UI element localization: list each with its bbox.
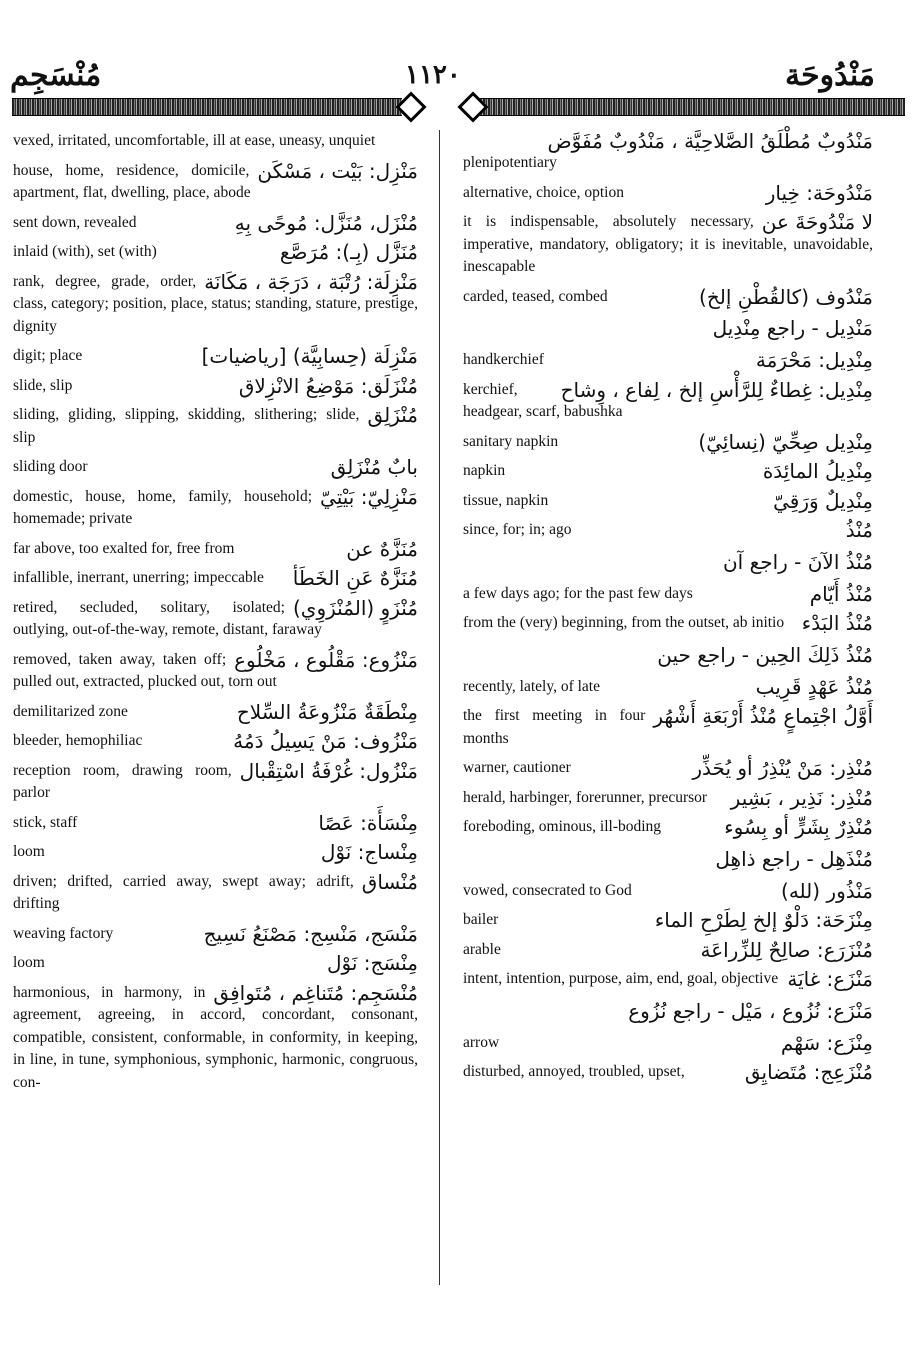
dictionary-entry: [13, 486, 418, 531]
arabic-headword: مُنَزَّهٌ عن: [346, 536, 418, 561]
dictionary-entry: [13, 730, 418, 753]
english-definition: house, home, residence, domicile, apartment, flat, dwelling, place, abode: [13, 161, 251, 201]
arabic-headword: لا مَنْدُوحَةَ عن: [761, 210, 873, 234]
english-definition: plenipotentiary: [463, 154, 557, 171]
arabic-headword: مُنْزَل، مُنَزَّل: مُوحًى بِهِ: [234, 210, 418, 235]
english-definition: sliding, gliding, slipping, skidding, slithering; slide, slip: [13, 406, 360, 446]
english-definition: vexed, irritated, uncomfortable, ill at ease, uneasy, unquiet: [13, 132, 376, 149]
diamond-ornament-right: [457, 91, 488, 122]
arabic-headword: مُنْذُ عَهْدٍ قَرِيب: [755, 674, 873, 699]
dictionary-entry: [13, 649, 418, 694]
arabic-headword: مَنْزَع: غايَة: [787, 967, 873, 991]
dictionary-entry: [463, 211, 873, 279]
dictionary-entry: [13, 404, 418, 449]
dictionary-entry: [463, 612, 873, 635]
left-column: [13, 130, 418, 1101]
english-definition: digit; place: [13, 347, 83, 364]
english-definition: foreboding, ominous, ill-boding: [463, 818, 662, 835]
arabic-headword: مَنْزِلِيّ: بَيْتِيّ: [320, 484, 418, 509]
dictionary-entry: [463, 1032, 873, 1055]
english-definition: demilitarized zone: [13, 702, 128, 720]
english-definition: reception room, drawing room, parlor: [13, 761, 232, 801]
dictionary-entry: [463, 1061, 873, 1084]
page-number: ١١٢٠: [405, 60, 461, 89]
english-definition: loom: [13, 843, 45, 860]
english-definition: intent, intention, purpose, aim, end, goal, objective: [463, 970, 779, 987]
dictionary-entry: [463, 705, 873, 750]
arabic-headword: مَنْزُوع: مَقْلُوع ، مَخْلُوع: [234, 647, 418, 672]
dictionary-entry: [463, 676, 873, 699]
english-definition: arable: [463, 940, 501, 958]
arabic-headword: مُنْزَعِج: مُتَضايِق: [744, 1060, 873, 1084]
english-definition: the first meeting in four months: [463, 707, 646, 747]
dictionary-entry: [463, 431, 873, 454]
dictionary-entry: [463, 939, 873, 962]
arabic-headword: مِنْزَع: سَهْم: [780, 1030, 873, 1055]
english-definition: removed, taken away, taken off; pulled out, extracted, plucked out, torn out: [13, 650, 277, 690]
english-definition: slide, slip: [13, 376, 73, 394]
arabic-headword: مُنْساق: [361, 869, 418, 894]
dictionary-entry: [13, 841, 418, 864]
dictionary-entry: [13, 212, 418, 235]
arabic-headword: مَنْزُوف: مَنْ يَسِيلُ دَمُهُ: [233, 729, 418, 753]
english-definition: handkerchief: [463, 351, 544, 368]
arabic-headword: مِنْطَقَةٌ مَنْزُوعَةُ السِّلاح: [236, 699, 418, 724]
dictionary-entry: [13, 160, 418, 205]
arabic-headword: مَنْذُور (لله): [781, 878, 873, 903]
english-definition: since, for; in; ago: [463, 521, 572, 538]
dictionary-entry: [463, 519, 873, 542]
english-definition: loom: [13, 954, 45, 971]
arabic-headword: مَنْدُوحَة: خِيار: [765, 180, 873, 205]
arabic-headword: مِنْدِيل: مَحْرَمَة: [755, 348, 873, 372]
arabic-headword: مُنْسَجِم: مُتَناغِم ، مُتَوافِق: [213, 980, 418, 1005]
arabic-headword: مُنْذِر: نَذِير ، بَشِير: [730, 785, 873, 810]
arabic-headword: مُنْذُ أَيّام: [809, 581, 873, 606]
english-definition: harmonious, in harmony, in agreement, agreeing, in accord, concordant, consonant, compatible, consistent, conformable, in conformity, in keeping, in line, in tune, symphonious, symphonic, harmonic, congruous, con-: [13, 983, 418, 1091]
dictionary-entry: [463, 130, 873, 175]
english-definition: disturbed, annoyed, troubled, upset,: [463, 1063, 685, 1080]
dictionary-entry: [463, 880, 873, 903]
arabic-headword: مِنْسَأَة: عَصًا: [318, 810, 418, 835]
english-definition: infallible, inerrant, unerring; impeccable: [13, 569, 264, 586]
english-definition: inlaid (with), set (with): [13, 243, 157, 260]
dictionary-entry: [13, 271, 418, 339]
dictionary-entry: [463, 349, 873, 372]
dictionary-entry: [463, 968, 873, 991]
arabic-headword: مِنْدِيل: غِطاءٌ لِلرَّأْسِ إلخ ، لِفاع ، وِشاح: [560, 377, 873, 402]
dictionary-entry: [13, 871, 418, 916]
english-definition: tissue, napkin: [463, 491, 549, 509]
arabic-headword: أَوَّلُ اجْتِماعٍ مُنْذُ أَرْبَعَةِ أَشْهُر: [653, 704, 873, 728]
column-divider: [439, 130, 440, 1285]
dictionary-entry: [13, 345, 418, 368]
arabic-headword: مَنْزِلَة (حِسابِيَّة) [رياضيات]: [201, 344, 418, 368]
arabic-headword: مَنْزُول: غُرْفَةُ اسْتِقْبال: [239, 758, 418, 783]
dictionary-entry: [463, 379, 873, 424]
english-definition: sliding door: [13, 458, 88, 475]
english-definition: domestic, house, home, family, household; homemade; private: [13, 487, 313, 527]
dictionary-entry: [463, 182, 873, 205]
english-definition: carded, teased, combed: [463, 287, 608, 305]
arabic-headword: مَنْزِلَة: رُتْبَة ، دَرَجَة ، مَكَانَة: [204, 269, 418, 294]
dictionary-entry: [13, 760, 418, 805]
english-definition: arrow: [463, 1033, 500, 1051]
dictionary-entry: [13, 456, 418, 479]
arabic-headword: مُنْذِر: مَنْ يُنْذِرُ أو يُحَذِّر: [692, 756, 873, 780]
header-left-word: مُنْسَجِم: [10, 59, 102, 92]
english-definition: it is indispensable, absolutely necessary, imperative, mandatory, obligatory; it is inevitable, unavoidable, inescapable: [463, 213, 873, 275]
english-definition: herald, harbinger, forerunner, precursor: [463, 788, 708, 806]
dictionary-entry: [463, 909, 873, 932]
english-definition: far above, too exalted for, free from: [13, 539, 235, 557]
dictionary-entry: [463, 490, 873, 513]
header-rule-right: [468, 98, 905, 116]
dictionary-entry: [13, 923, 418, 946]
dictionary-entry: [463, 286, 873, 309]
arabic-headword: مِنْسَج: نَوْل: [326, 951, 418, 975]
dictionary-entry: [463, 816, 873, 839]
english-definition: stick, staff: [13, 813, 78, 831]
dictionary-entry: [13, 952, 418, 975]
arabic-headword: مِنْدِيل صِحِّيّ (نِسائِيّ): [698, 429, 873, 454]
arabic-headword: مَنْسَج، مَنْسِج: مَصْنَعُ نَسِيج: [203, 921, 418, 946]
dictionary-entry: [463, 787, 873, 810]
arabic-headword: مِنْدِيلٌ وَرَقِيّ: [773, 488, 873, 513]
arabic-headword: مَنْدُوف (كالقُطْنِ إلخ): [699, 284, 873, 309]
cross-reference-entry: مُنْذُ ذَلِكَ الحِين - راجع حين: [657, 642, 873, 667]
dictionary-entry: [463, 583, 873, 606]
cross-reference-entry: مَنْدِيل - راجع مِنْدِيل: [712, 316, 873, 340]
english-definition: bailer: [463, 911, 499, 928]
english-definition: retired, secluded, solitary, isolated; outlying, out-of-the-way, remote, distant, faraway: [13, 598, 322, 638]
header-rule-left: [12, 98, 402, 116]
english-definition: weaving factory: [13, 924, 114, 942]
english-definition: napkin: [463, 462, 506, 479]
arabic-headword: مَنْدُوبٌ مُطْلَقُ الصَّلاحِيَّة ، مَنْدُوبٌ مُفَوَّض: [547, 129, 873, 153]
dictionary-entry: [13, 567, 418, 590]
dictionary-entry: [13, 375, 418, 398]
arabic-headword: مِنْدِيلُ المائِدَة: [762, 459, 873, 483]
english-definition: bleeder, hemophiliac: [13, 732, 143, 749]
english-definition: sent down, revealed: [13, 213, 137, 231]
diamond-ornament-left: [395, 91, 426, 122]
english-definition: kerchief, headgear, scarf, babushka: [463, 380, 623, 420]
english-definition: from the (very) beginning, from the outset, ab initio: [463, 614, 785, 631]
arabic-headword: مُنْذُ البَدْء: [801, 611, 873, 635]
dictionary-entry: [13, 812, 418, 835]
arabic-headword: مُنْزَوٍ (المُنْزَوِي): [293, 595, 418, 620]
english-definition: vowed, consecrated to God: [463, 881, 632, 899]
arabic-headword: مَنْزِل: بَيْت ، مَسْكَن: [257, 158, 418, 183]
dictionary-entry: [463, 757, 873, 780]
dictionary-entry: [13, 597, 418, 642]
dictionary-entry: [13, 130, 418, 153]
arabic-headword: مُنْذُ: [845, 518, 873, 542]
cross-reference-entry: مَنْزَع: نُزُوع ، مَيْل - راجع نُزُوع: [628, 998, 873, 1023]
arabic-headword: مِنْساج: نَوْل: [320, 840, 418, 864]
english-definition: rank, degree, grade, order, class, category; position, place, status; standing, stature, prestige, dignity: [13, 272, 418, 335]
right-column: [463, 130, 873, 1091]
arabic-headword: مُنَزَّل (بِـ): مُرَصَّع: [279, 240, 418, 264]
cross-reference-entry: مُنْذَهِل - راجع ذاهِل: [715, 846, 873, 871]
dictionary-entry: [13, 701, 418, 724]
english-definition: warner, cautioner: [463, 759, 571, 776]
arabic-headword: مِنْزَحَة: دَلْوٌ إلخ لِطَرْحِ الماء: [654, 908, 873, 932]
arabic-headword: مُنَزَّهٌ عَنِ الخَطَأ: [292, 566, 418, 590]
english-definition: driven; drifted, carried away, swept away; adrift, drifting: [13, 872, 354, 912]
dictionary-entry: [13, 982, 418, 1095]
header-right-word: مَنْدُوحَة: [785, 59, 875, 92]
arabic-headword: مُنْزَرَع: صالِحٌ لِلزِّراعَة: [700, 937, 873, 962]
dictionary-entry: [13, 241, 418, 264]
cross-reference-entry: مُنْذُ الآنَ - راجع آن: [722, 549, 873, 574]
dictionary-entry: [463, 460, 873, 483]
arabic-headword: مُنْزَلِق: [367, 403, 418, 427]
english-definition: alternative, choice, option: [463, 183, 624, 201]
arabic-headword: بابٌ مُنْزَلِق: [330, 455, 418, 479]
arabic-headword: مُنْزَلَق: مَوْضِعُ الانْزِلاق: [238, 373, 418, 398]
english-definition: a few days ago; for the past few days: [463, 584, 693, 602]
arabic-headword: مُنْذِرٌ بِشَرٍّ أو بِسُوء: [724, 815, 873, 839]
english-definition: sanitary napkin: [463, 432, 559, 450]
english-definition: recently, lately, of late: [463, 677, 600, 695]
dictionary-entry: [13, 538, 418, 561]
